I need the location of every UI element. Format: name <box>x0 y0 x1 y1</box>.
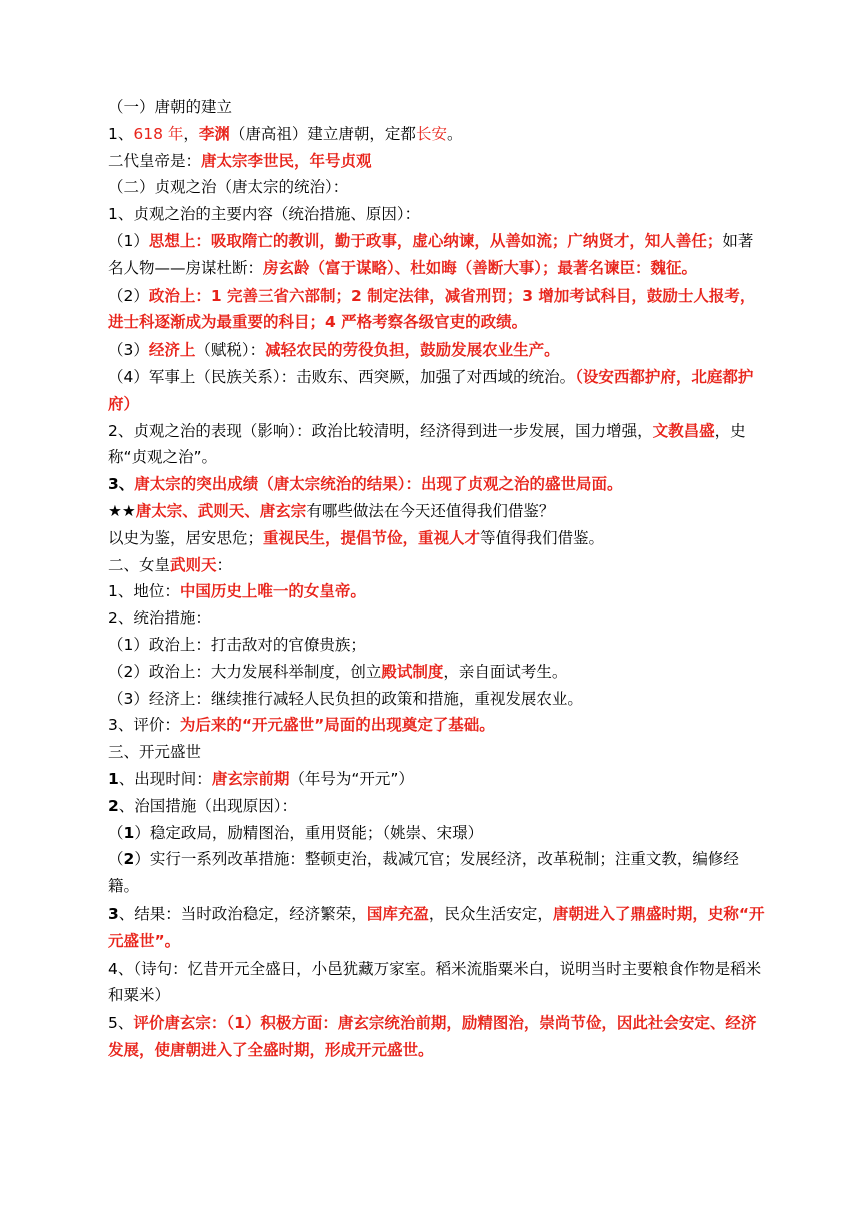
section-heading-tang-founding: （一）唐朝的建立 <box>108 98 233 116</box>
text-line: （1）稳定政局，励精图治，重用贤能；（姚崇、宋璟） <box>108 823 484 842</box>
text-line: 2、治国措施（出现原因）： <box>108 796 298 815</box>
text-line: 3、评价：为后来的“开元盛世”局面的出现奠定了基础。 <box>108 716 495 735</box>
text-line: 3、唐太宗的突出成绩（唐太宗统治的结果）：出现了贞观之治的盛世局面。 <box>108 475 623 494</box>
text-paragraph: 2、贞观之治的表现（影响）：政治比较清明，经济得到进一步发展，国力增强，文教昌盛，史称“贞观之治”。 <box>108 421 746 467</box>
text-line: （3）经济上：继续推行减轻人民负担的政策和措施，重视发展农业。 <box>108 689 583 708</box>
text-paragraph: （2）实行一系列改革措施：整顿吏治，裁减冗官；发展经济，改革税制；注重文教，编修经籍。 <box>108 850 739 896</box>
text-paragraph: （2）政治上：1 完善三省六部制；2 制定法律，减省刑罚；3 增加考试科目，鼓励士人报考，进士科逐渐成为最重要的科目；4 严格考察各级官吏的政绩。 <box>108 286 756 332</box>
text-line: 1、地位：中国历史上唯一的女皇帝。 <box>108 582 366 601</box>
text-line: （3）经济上（赋税）：减轻农民的劳役负担，鼓励发展农业生产。 <box>108 341 560 360</box>
text-paragraph: （4）军事上（民族关系）：击败东、西突厥，加强了对西域的统治。（设安西都护府，北庭都护府） <box>108 367 754 413</box>
text-line: 以史为鉴，居安思危；重视民生，提倡节俭，重视人才等值得我们借鉴。 <box>108 528 605 547</box>
text-paragraph: （1）思想上：吸取隋亡的教训，勤于政事，虚心纳谏，从善如流；广纳贤才，知人善任；如著名人物——房谋杜断：房玄龄（富于谋略）、杜如晦（善断大事）；最著名谏臣：魏征。 <box>108 231 754 277</box>
section-heading-wuzetian: 二、女皇武则天： <box>108 555 233 574</box>
text-line: 1、出现时间：唐玄宗前期（年号为“开元”） <box>108 769 414 788</box>
section-heading-zhenguan: （二）贞观之治（唐太宗的统治）： <box>108 178 349 197</box>
text-line: 2、统治措施： <box>108 609 211 628</box>
star-icon: ★★ <box>108 501 136 520</box>
text-line: （2）政治上：大力发展科举制度，创立殿试制度，亲自面试考生。 <box>108 662 568 681</box>
text-paragraph: 5、评价唐玄宗：（1）积极方面：唐玄宗统治前期，励精图治，崇尚节俭，因此社会安定、经济发展，使唐朝进入了全盛时期，形成开元盛世。 <box>108 1014 757 1059</box>
document-body <box>108 94 768 1064</box>
text-line: 二代皇帝是：唐太宗李世民，年号贞观 <box>108 151 372 170</box>
text-line: 1、618 年，李渊（唐高祖）建立唐朝，定都长安。 <box>108 124 463 143</box>
text-line: ★★唐太宗、武则天、唐玄宗有哪些做法在今天还值得我们借鉴？ <box>108 501 555 520</box>
text-line: （1）政治上：打击敌对的官僚贵族； <box>108 635 366 654</box>
section-heading-kaiyuan: 三、开元盛世 <box>108 743 202 762</box>
text-paragraph: 3、结果：当时政治稳定，经济繁荣，国库充盈，民众生活安定，唐朝进入了鼎盛时期，史称“开元盛世”。 <box>108 904 765 950</box>
text-line: 1、贞观之治的主要内容（统治措施、原因）： <box>108 205 421 224</box>
text-paragraph: 4、（诗句：忆昔开元全盛日，小邑犹藏万家室。稻米流脂粟米白，说明当时主要粮食作物是稻米和粟米） <box>108 959 762 1005</box>
